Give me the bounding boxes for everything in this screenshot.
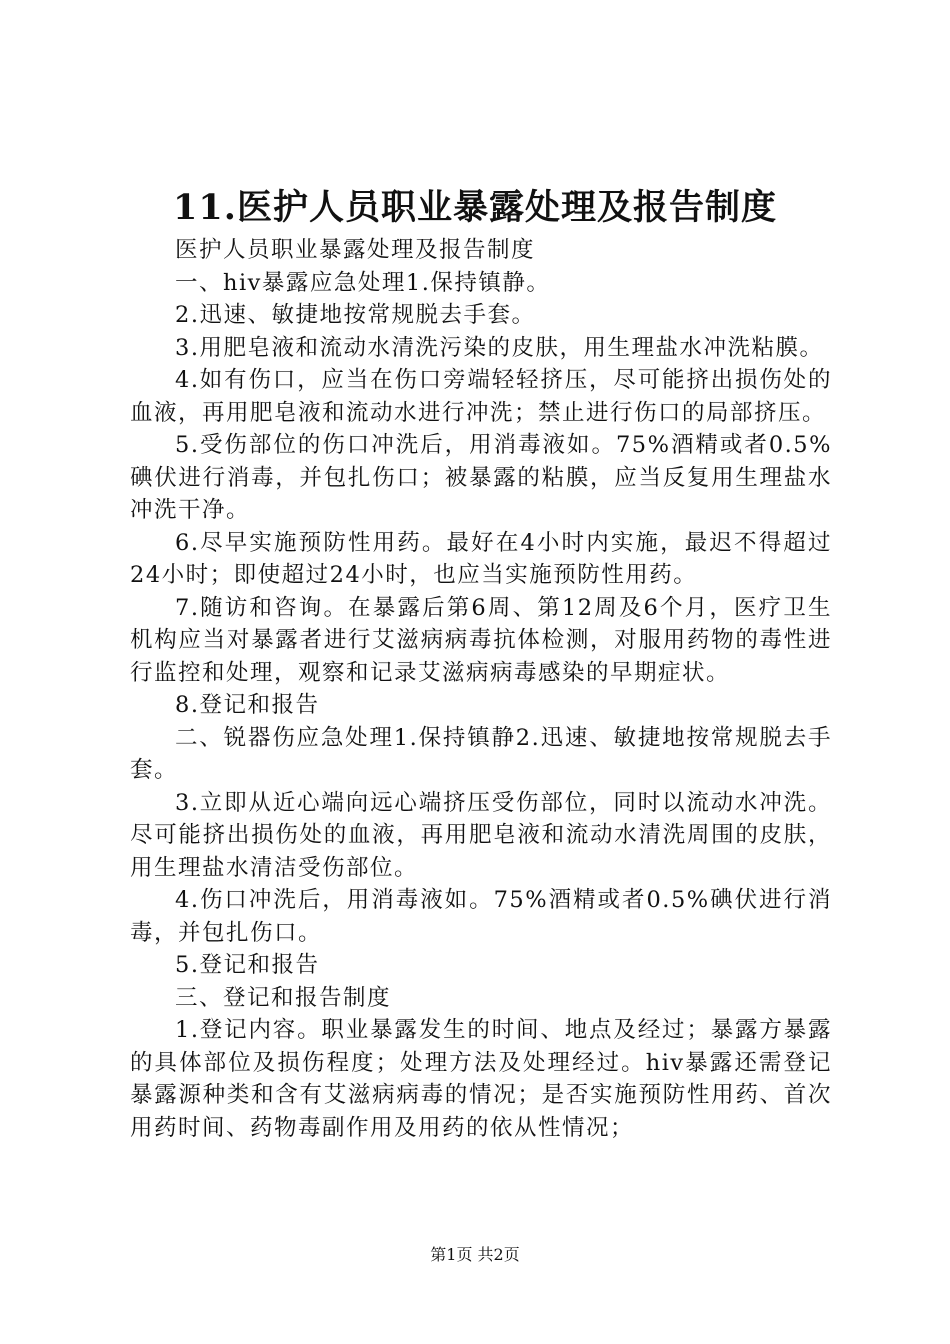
page-footer: 第1页 共2页 — [430, 1245, 520, 1264]
paragraph-hiv-section: 一、hiv暴露应急处理1.保持镇静。 — [175, 269, 551, 296]
paragraph-sharps-disinfect: 4.伤口冲洗后，用消毒液如。75%酒精或者0.5%碘伏进行消毒，并包扎伤口。 — [130, 887, 832, 946]
paragraph-wash-skin: 3.用肥皂液和流动水清洗污染的皮肤，用生理盐水冲洗粘膜。 — [175, 334, 824, 361]
paragraph-report-system-section: 三、登记和报告制度 — [175, 984, 392, 1011]
paragraph-prophylaxis: 6.尽早实施预防性用药。最好在4小时内实施，最迟不得超过24小时；即使超过24小时，也应当实施预防性用药。 — [130, 529, 832, 588]
paragraph-sharps-squeeze: 3.立即从近心端向远心端挤压受伤部位，同时以流动水冲洗。尽可能挤出损伤处的血液，再用肥皂液和流动水清洗周围的皮肤，用生理盐水清洁受伤部位。 — [130, 789, 832, 881]
paragraph-disinfect: 5.受伤部位的伤口冲洗后，用消毒液如。75%酒精或者0.5%碘伏进行消毒，并包扎伤口；被暴露的粘膜，应当反复用生理盐水冲洗干净。 — [130, 432, 832, 523]
paragraph-register-report-2: 5.登记和报告 — [175, 952, 320, 978]
paragraph-register-content: 1.登记内容。职业暴露发生的时间、地点及经过；暴露方暴露的具体部位及损伤程度；处理方法及处理经过。hiv暴露还需登记暴露源种类和含有艾滋病病毒的情况；是否实施预防性用药、首次用药时间、药物毒副作用及用药的依从性情况； — [130, 1017, 832, 1141]
document-title: 11.医护人员职业暴露处理及报告制度 — [173, 187, 777, 228]
paragraph-remove-gloves: 2.迅速、敏捷地按常规脱去手套。 — [175, 302, 536, 328]
document-body — [130, 234, 832, 1144]
paragraph-followup: 7.随访和咨询。在暴露后第6周、第12周及6个月，医疗卫生机构应当对暴露者进行艾滋病病毒抗体检测，对服用药物的毒性进行监控和处理，观察和记录艾滋病病毒感染的早期症状。 — [130, 594, 832, 686]
paragraph-sharps-section: 二、锐器伤应急处理1.保持镇静2.迅速、敏捷地按常规脱去手套。 — [130, 724, 832, 783]
paragraph-wound-squeeze: 4.如有伤口，应当在伤口旁端轻轻挤压，尽可能挤出损伤处的血液，再用肥皂液和流动水进行冲洗；禁止进行伤口的局部挤压。 — [130, 367, 832, 426]
paragraph-register-report-1: 8.登记和报告 — [175, 692, 320, 718]
paragraph-heading: 医护人员职业暴露处理及报告制度 — [175, 237, 536, 263]
